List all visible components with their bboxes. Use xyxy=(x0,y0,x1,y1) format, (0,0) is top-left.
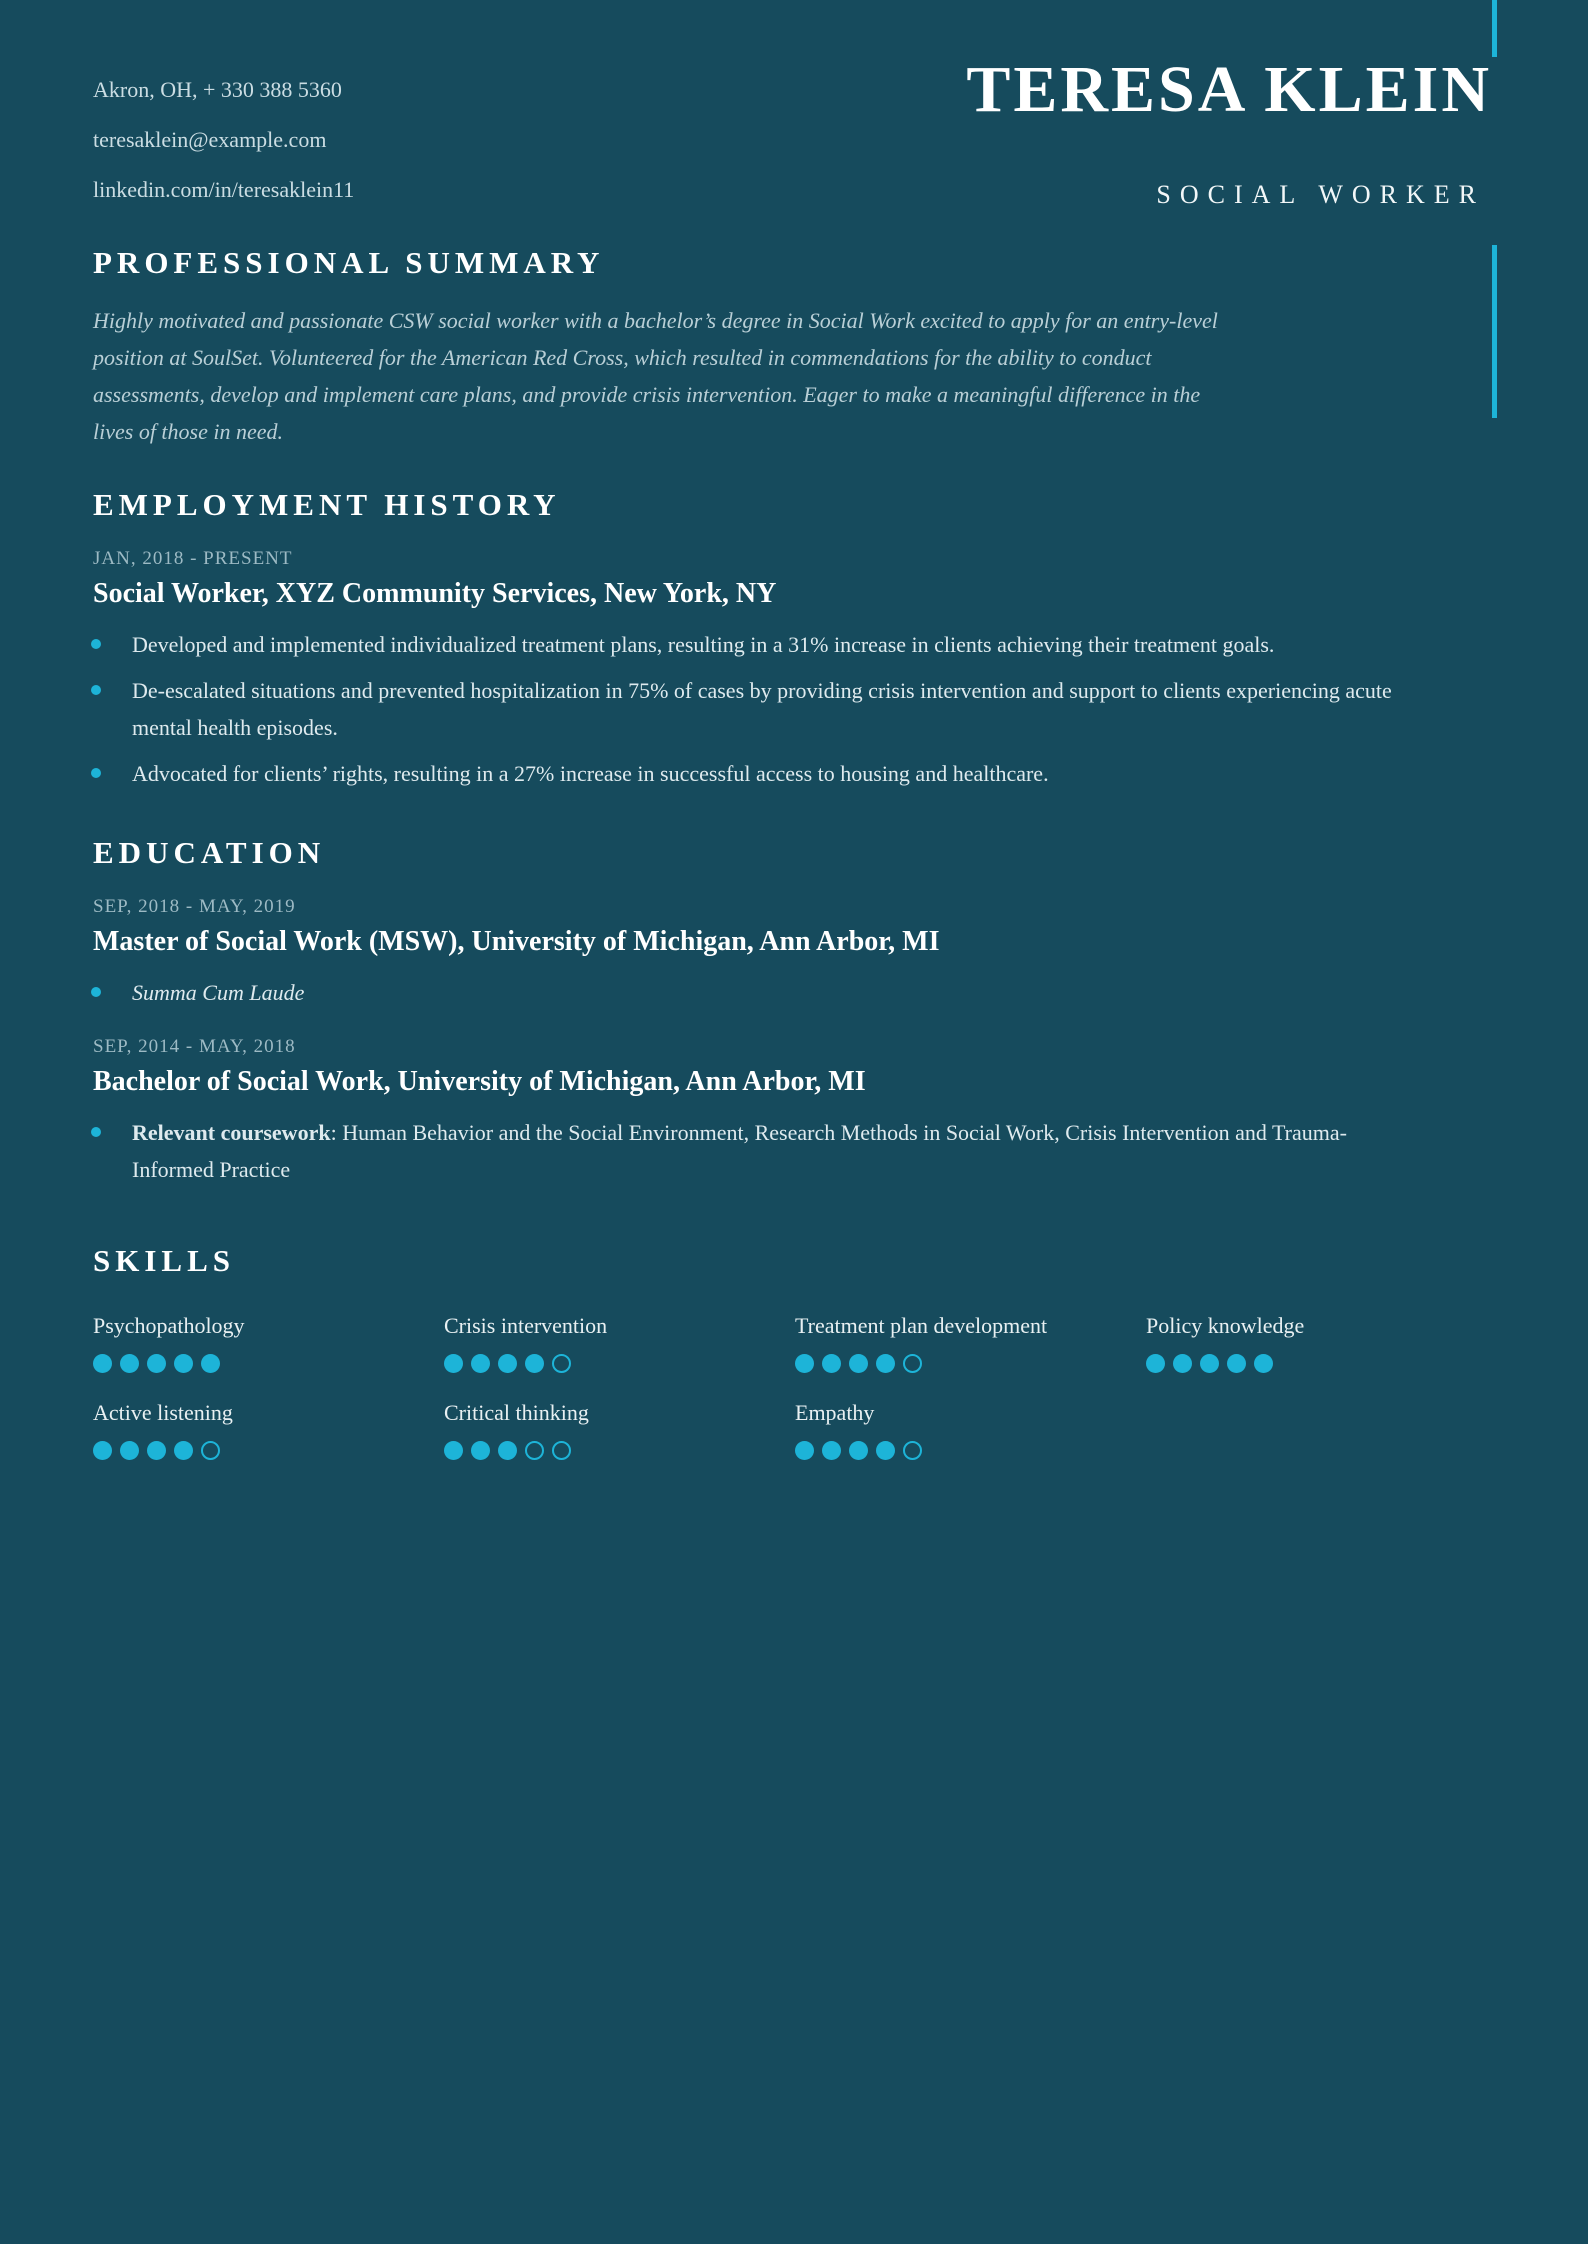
skill-label: Crisis intervention xyxy=(444,1313,608,1338)
skill-label: Policy knowledge xyxy=(1146,1313,1305,1338)
contact-email: teresaklein@example.com xyxy=(93,127,327,152)
skill-level-indicator xyxy=(444,1441,795,1460)
skill-dot-filled-icon xyxy=(1254,1354,1273,1373)
list-item xyxy=(93,974,1403,1011)
skill-dot-filled-icon xyxy=(1173,1354,1192,1373)
skill-dot-empty-icon xyxy=(525,1441,544,1460)
skill-dot-filled-icon xyxy=(120,1441,139,1460)
skill-dot-filled-icon xyxy=(1146,1354,1165,1373)
skill-dot-filled-icon xyxy=(525,1354,544,1373)
skill-treatment-plan-development xyxy=(795,1313,1146,1373)
skill-dot-filled-icon xyxy=(876,1441,895,1460)
education-bullet-list xyxy=(93,974,1403,1011)
candidate-name: TERESA KLEIN xyxy=(966,53,1492,126)
skills-heading: SKILLS xyxy=(93,1243,236,1278)
skill-level-indicator xyxy=(1146,1354,1497,1373)
skill-dot-empty-icon xyxy=(903,1354,922,1373)
skill-crisis-intervention xyxy=(444,1313,795,1373)
education-coursework xyxy=(132,1114,1392,1188)
skill-dot-filled-icon xyxy=(147,1354,166,1373)
skill-dot-filled-icon xyxy=(93,1441,112,1460)
candidate-job-title: SOCIAL WORKER xyxy=(1156,180,1485,209)
bullet-icon xyxy=(91,987,101,997)
skill-level-indicator xyxy=(444,1354,795,1373)
skill-dot-filled-icon xyxy=(498,1354,517,1373)
education-bullet-list xyxy=(93,1114,1403,1188)
skill-dot-filled-icon xyxy=(147,1441,166,1460)
employment-heading: EMPLOYMENT HISTORY xyxy=(93,487,561,522)
skill-dot-filled-icon xyxy=(849,1354,868,1373)
bullet-icon xyxy=(91,639,101,649)
education-degree: Bachelor of Social Work, University of Michigan, Ann Arbor, MI xyxy=(93,1066,866,1097)
skill-label: Psychopathology xyxy=(93,1313,245,1338)
section-professional-summary xyxy=(93,245,1243,450)
skill-level-indicator xyxy=(795,1441,1146,1460)
skill-level-indicator xyxy=(795,1354,1146,1373)
skill-critical-thinking xyxy=(444,1400,795,1460)
skill-label: Critical thinking xyxy=(444,1400,589,1425)
skill-dot-empty-icon xyxy=(552,1354,571,1373)
skill-dot-filled-icon xyxy=(444,1354,463,1373)
skill-dot-filled-icon xyxy=(1200,1354,1219,1373)
skill-active-listening xyxy=(93,1400,444,1460)
section-skills xyxy=(93,1243,1513,1460)
bullet-icon xyxy=(91,685,101,695)
job-bullet-text: Advocated for clients’ rights, resulting in a 27% increase in successful access to housing and healthcare. xyxy=(132,761,1049,786)
skill-dot-filled-icon xyxy=(201,1354,220,1373)
education-dates: SEP, 2014 - MAY, 2018 xyxy=(93,1036,296,1057)
skill-dot-filled-icon xyxy=(174,1441,193,1460)
accent-line-top xyxy=(1492,0,1497,57)
skill-dot-filled-icon xyxy=(174,1354,193,1373)
skill-dot-filled-icon xyxy=(795,1441,814,1460)
contact-phone-location: Akron, OH, + 330 388 5360 xyxy=(93,77,342,102)
coursework-text: : Human Behavior and the Social Environment, Research Methods in Social Work, Crisis Intervention and Trauma-Informed Practice xyxy=(132,1120,1347,1182)
skill-level-indicator xyxy=(93,1441,444,1460)
list-item xyxy=(93,1114,1403,1188)
education-heading: EDUCATION xyxy=(93,835,326,870)
skill-dot-empty-icon xyxy=(903,1441,922,1460)
skill-dot-filled-icon xyxy=(471,1441,490,1460)
coursework-label: Relevant coursework xyxy=(132,1120,331,1145)
skill-dot-filled-icon xyxy=(876,1354,895,1373)
skill-dot-filled-icon xyxy=(93,1354,112,1373)
education-entry-bsw xyxy=(93,1036,1403,1188)
education-entry-msw xyxy=(93,896,1403,1011)
accent-line-middle xyxy=(1492,245,1497,418)
education-dates: SEP, 2018 - MAY, 2019 xyxy=(93,896,296,917)
skill-empathy xyxy=(795,1400,1146,1460)
summary-heading: PROFESSIONAL SUMMARY xyxy=(93,245,605,280)
skill-dot-filled-icon xyxy=(795,1354,814,1373)
skill-dot-filled-icon xyxy=(822,1441,841,1460)
bullet-icon xyxy=(91,768,101,778)
summary-text: Highly motivated and passionate CSW social worker with a bachelor’s degree in Social Work excited to apply for an entry-level position at SoulSet. Volunteered for the American Red Cross, which resulted in commendations for the ability to conduct assessments, develop and implement care plans, and provide crisis intervention. Eager to make a meaningful difference in the lives of those in need. xyxy=(93,308,1218,444)
skill-level-indicator xyxy=(93,1354,444,1373)
job-bullet-text: Developed and implemented individualized treatment plans, resulting in a 31% increase in clients achieving their treatment goals. xyxy=(132,632,1275,657)
skills-grid xyxy=(93,1313,1513,1460)
skill-dot-filled-icon xyxy=(1227,1354,1246,1373)
education-degree: Master of Social Work (MSW), University of Michigan, Ann Arbor, MI xyxy=(93,926,940,957)
section-employment-history xyxy=(93,487,1403,801)
skill-dot-filled-icon xyxy=(498,1441,517,1460)
job-bullet-text: De-escalated situations and prevented hospitalization in 75% of cases by providing crisis intervention and support to clients experiencing acute mental health episodes. xyxy=(132,678,1392,740)
list-item xyxy=(93,672,1403,746)
skill-label: Empathy xyxy=(795,1400,875,1425)
contact-block xyxy=(93,76,354,226)
skill-dot-filled-icon xyxy=(444,1441,463,1460)
contact-linkedin: linkedin.com/in/teresaklein11 xyxy=(93,177,355,202)
skill-label: Active listening xyxy=(93,1400,233,1425)
job-bullet-list xyxy=(93,626,1403,792)
section-education xyxy=(93,835,1403,1197)
skill-dot-filled-icon xyxy=(120,1354,139,1373)
list-item xyxy=(93,755,1403,792)
bullet-icon xyxy=(91,1127,101,1137)
skill-dot-filled-icon xyxy=(849,1441,868,1460)
education-honors: Summa Cum Laude xyxy=(132,980,305,1005)
skill-dot-filled-icon xyxy=(471,1354,490,1373)
job-dates: JAN, 2018 - PRESENT xyxy=(93,548,293,569)
skill-dot-filled-icon xyxy=(822,1354,841,1373)
skill-dot-empty-icon xyxy=(552,1441,571,1460)
skill-psychopathology xyxy=(93,1313,444,1373)
skill-label: Treatment plan development xyxy=(795,1313,1048,1338)
skill-dot-empty-icon xyxy=(201,1441,220,1460)
skill-policy-knowledge xyxy=(1146,1313,1497,1373)
list-item xyxy=(93,626,1403,663)
job-title: Social Worker, XYZ Community Services, New York, NY xyxy=(93,578,777,609)
